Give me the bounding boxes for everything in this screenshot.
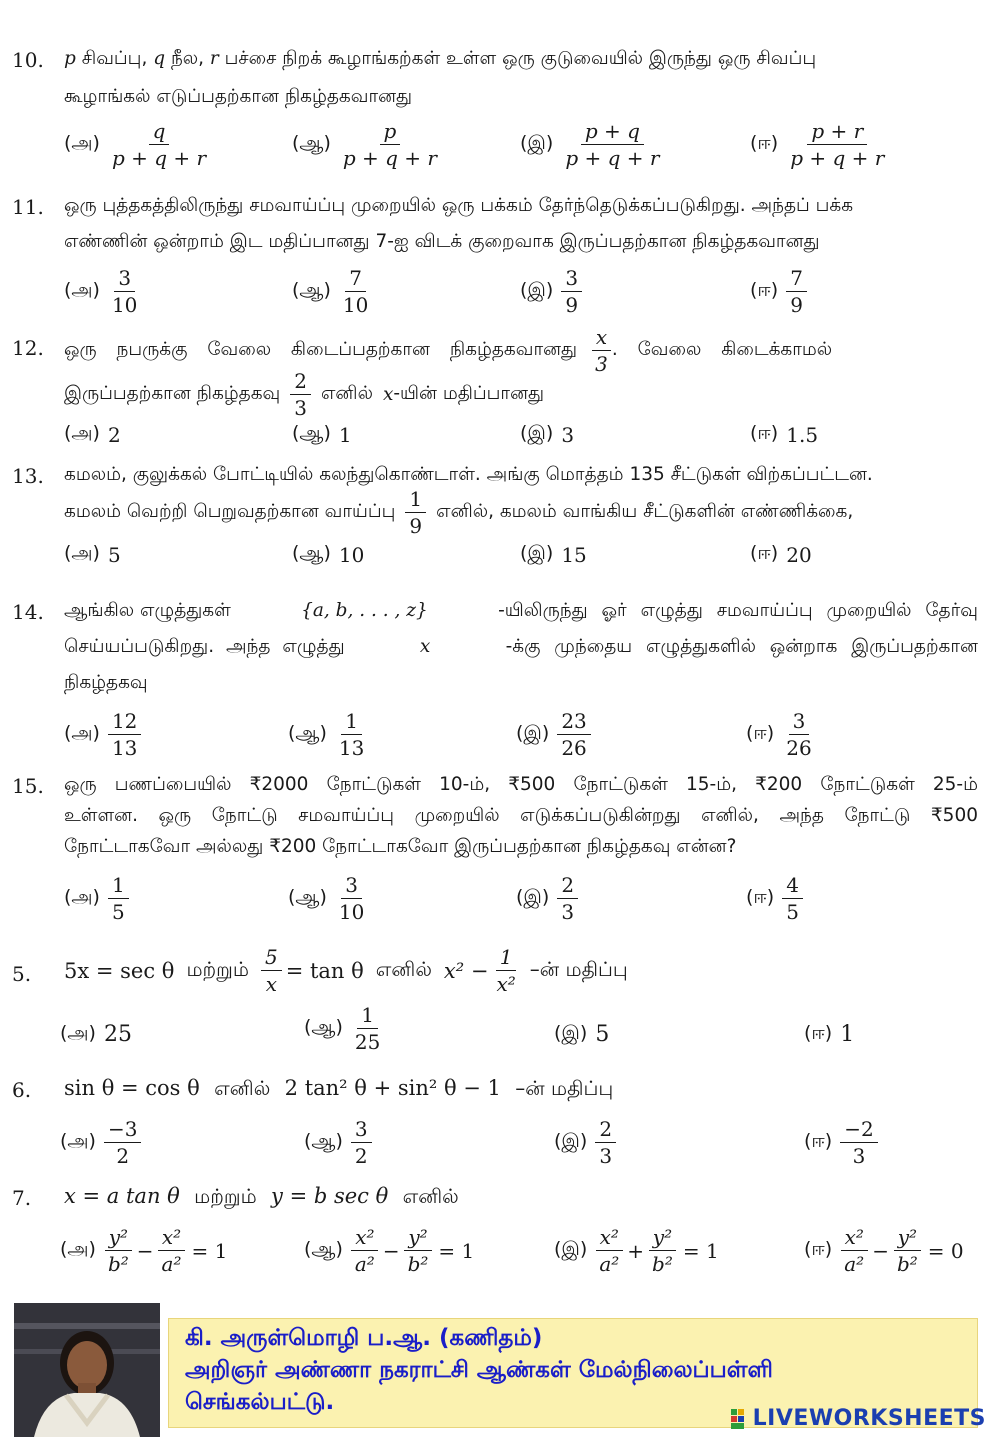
option-a[interactable]: (அ) $\frac{-3}{2}$	[60, 1118, 141, 1167]
liveworksheets-brand[interactable]	[730, 1406, 986, 1431]
option-a[interactable]: (அ) 25	[60, 1022, 132, 1047]
option-d[interactable]: (ஈ) 1	[804, 1022, 855, 1047]
question-text-line-1: sin θ = cos θ எனில் 2 tan² θ + sin² θ − 1 –ன் மதிப்பு	[64, 1076, 614, 1100]
option-d[interactable]: (ஈ) 1.5	[750, 422, 819, 447]
option-fraction: $\frac{\text{x²}}{\text{a²}}$	[840, 1226, 868, 1275]
question-text-line-2: எண்ணின் ஒன்றாம் இட மதிப்பானது 7-ஐ விடக் குறைவாக இருப்பதற்கான நிகழ்தகவானது	[64, 231, 820, 252]
option-fraction: $\frac{2}{3}$	[557, 874, 578, 923]
option-fraction: $\frac{3}{26}$	[786, 709, 812, 760]
question-number: 12.	[12, 336, 44, 360]
question-text-line-1: ஒரு பணப்பையில் ₹2000 நோட்டுகள் 10-ம், ₹500 நோட்டுகள் 15-ம், ₹200 நோட்டுகள் 25-ம்	[64, 774, 978, 795]
option-d[interactable]: (ஈ) $\frac{\text{x²}}{\text{a²}}$ − $\frac{\text{y²}}{\text{b²}}$ = 0	[804, 1225, 964, 1276]
option-a[interactable]: (அ) 2	[64, 422, 121, 447]
option-c[interactable]: (இ) 5	[554, 1022, 610, 1047]
question-text-line-1: x = a tan θ மற்றும் y = b sec θ எனில்	[64, 1184, 459, 1208]
option-d[interactable]: (ஈ) $\frac{7}{9}$	[750, 267, 807, 316]
option-b[interactable]: (ஆ) $\frac{\text{x²}}{\text{a²}}$ − $\frac{\text{y²}}{\text{b²}}$ = 1	[304, 1225, 475, 1276]
option-fraction: $\frac{7}{9}$	[786, 267, 807, 316]
question-number: 6.	[12, 1078, 32, 1102]
question-text-line-1: p சிவப்பு, q நீல, r பச்சை நிறக் கூழாங்கற்கள் உள்ள ஒரு குடுவையில் இருந்து ஒரு சிவப்பு	[64, 48, 817, 69]
fraction-1-over-9: $\frac{1}{9}$	[405, 488, 426, 537]
option-b[interactable]: (ஆ) $\frac{1}{25}$	[304, 1004, 384, 1053]
teacher-name: கி. அருள்மொழி ப.ஆ. (கணிதம்)	[185, 1325, 543, 1351]
option-fraction: $\frac{3}{10}$	[111, 266, 138, 317]
question-number: 7.	[12, 1186, 32, 1210]
question-text-line-2: செய்யப்படுகிறது. அந்த எழுத்து x -க்கு முந்தைய எழுத்துகளில் ஒன்றாக இருப்பதற்கான	[64, 636, 978, 657]
option-d[interactable]: (ஈ) $\frac{-2}{3}$	[804, 1118, 878, 1167]
question-text-line-1: ஒரு புத்தகத்திலிருந்து சமவாய்ப்பு முறையில் ஒரு பக்கம் தேர்ந்தெடுக்கப்படுகிறது. அந்தப் பக்க	[64, 195, 854, 216]
question-text-line-1: ஆங்கில எழுத்துகள் {a, b, . . . , z} -யிலிருந்து ஓர் எழுத்து சமவாய்ப்பு முறையில் தேர்வு	[64, 600, 978, 621]
school-name: அறிஞர் அண்ணா நகராட்சி ஆண்கள் மேல்நிலைப்பள்ளி	[185, 1357, 773, 1383]
option-fraction: $\frac{p + q}{p + q + r}$	[565, 119, 660, 170]
option-b[interactable]: (ஆ) $\frac{3}{10}$	[288, 874, 368, 923]
teacher-portrait-icon	[14, 1303, 160, 1437]
option-fraction: $\frac{\text{x²}}{\text{a²}}$	[158, 1226, 186, 1275]
question-number: 11.	[12, 195, 44, 219]
question-text-line-3: நிகழ்தகவு	[64, 672, 148, 693]
option-d[interactable]: (ஈ) $\frac{p + r}{p + q + r}$	[750, 120, 888, 169]
fraction-5-over-x: $\frac{5}{x}$	[261, 946, 282, 995]
option-fraction: $\frac{\text{x²}}{\text{a²}}$	[595, 1226, 623, 1275]
liveworksheets-logo-icon	[730, 1407, 750, 1431]
question-number: 15.	[12, 774, 44, 798]
option-fraction: $\frac{-2}{3}$	[840, 1118, 877, 1167]
option-b[interactable]: (ஆ) 1	[292, 422, 352, 447]
question-text-line-1: ஒரு நபருக்கு வேலை கிடைப்பதற்கான நிகழ்தகவானது $\frac{x}{3}$ . வேலை கிடைக்காமல்	[64, 325, 833, 376]
option-fraction: $\frac{3}{10}$	[338, 873, 365, 924]
option-fraction: $\frac{2}{3}$	[595, 1118, 616, 1167]
option-c[interactable]: (இ) $\frac{p + q}{p + q + r}$	[520, 120, 663, 169]
option-fraction: $\frac{\text{y²}}{\text{b²}}$	[104, 1226, 133, 1275]
question-text-line-2: உள்ளன. ஒரு நோட்டு சமவாய்ப்பு முறையில் எடுக்கப்படுகின்றது எனில், அந்த நோட்டு ₹500	[64, 805, 978, 826]
option-fraction: $\frac{p}{p + q + r}$	[342, 119, 437, 170]
option-fraction: $\frac{p + r}{p + q + r}$	[790, 119, 885, 170]
option-c[interactable]: (இ) 3	[520, 422, 575, 447]
question-text-line-3: நோட்டாகவோ அல்லது ₹200 நோட்டாகவோ இருப்பதற்கான நிகழ்தகவு என்ன?	[64, 836, 737, 857]
question-number: 5.	[12, 962, 32, 986]
option-fraction: $\frac{q}{p + q + r}$	[111, 119, 207, 170]
option-fraction: $\frac{4}{5}$	[782, 874, 803, 923]
question-text-line-2: இருப்பதற்கான நிகழ்தகவு $\frac{2}{3}$ எனில் x -யின் மதிப்பானது	[64, 369, 545, 420]
option-c[interactable]: (இ) 15	[520, 542, 587, 567]
option-fraction: $\frac{\text{x²}}{\text{a²}}$	[351, 1226, 379, 1275]
option-a[interactable]: (அ) 5	[64, 542, 121, 567]
fraction-x-over-3: $\frac{x}{3}$	[591, 326, 612, 375]
option-b[interactable]: (ஆ) $\frac{p}{p + q + r}$	[292, 120, 441, 169]
question-text-line-1: கமலம், குலுக்கல் போட்டியில் கலந்துகொண்டாள். அங்கு மொத்தம் 135 சீட்டுகள் விற்கப்பட்டன.	[64, 464, 873, 485]
question-text-line-2: கூழாங்கல் எடுப்பதற்கான நிகழ்தகவானது	[64, 86, 413, 107]
option-fraction: $\frac{1}{13}$	[338, 709, 365, 760]
option-fraction: $\frac{\text{y²}}{\text{b²}}$	[893, 1226, 922, 1275]
question-text-line-2: கமலம் வெற்றி பெறுவதற்கான வாய்ப்பு $\frac{1}{9}$ எனில், கமலம் வாங்கிய சீட்டுகளின் எண்ணிக்கை,	[64, 487, 854, 538]
option-d[interactable]: (ஈ) $\frac{3}{26}$	[746, 710, 816, 759]
option-fraction: $\frac{7}{10}$	[342, 266, 369, 317]
question-number: 10.	[12, 48, 44, 72]
option-fraction: $\frac{-3}{2}$	[104, 1118, 141, 1167]
option-a[interactable]: (அ) $\frac{12}{13}$	[64, 710, 141, 759]
option-a[interactable]: (அ) $\frac{3}{10}$	[64, 267, 141, 316]
option-d[interactable]: (ஈ) $\frac{4}{5}$	[746, 874, 803, 923]
question-number: 14.	[12, 600, 44, 624]
option-b[interactable]: (ஆ) 10	[292, 542, 365, 567]
option-b[interactable]: (ஆ) $\frac{3}{2}$	[304, 1118, 372, 1167]
option-a[interactable]: (அ) $\frac{1}{5}$	[64, 874, 129, 923]
option-fraction: $\frac{3}{2}$	[351, 1118, 372, 1167]
option-a[interactable]: (அ) $\frac{q}{p + q + r}$	[64, 120, 210, 169]
option-fraction: $\frac{3}{9}$	[561, 267, 582, 316]
option-a[interactable]: (அ) $\frac{\text{y²}}{\text{b²}}$ − $\frac{\text{x²}}{\text{a²}}$ = 1	[60, 1225, 228, 1276]
option-b[interactable]: (ஆ) $\frac{1}{13}$	[288, 710, 368, 759]
option-fraction: $\frac{23}{26}$	[557, 710, 590, 759]
liveworksheets-wordmark: LIVEWORKSHEETS	[752, 1406, 986, 1431]
option-c[interactable]: (இ) $\frac{3}{9}$	[520, 267, 582, 316]
fraction-2-over-3: $\frac{2}{3}$	[290, 370, 311, 419]
option-fraction: $\frac{\text{y²}}{\text{b²}}$	[404, 1226, 433, 1275]
school-location: செங்கல்பட்டு.	[185, 1389, 335, 1415]
option-c[interactable]: (இ) $\frac{2}{3}$	[554, 1118, 616, 1167]
option-c[interactable]: (இ) $\frac{2}{3}$	[516, 874, 578, 923]
option-fraction: $\frac{12}{13}$	[108, 710, 141, 759]
option-d[interactable]: (ஈ) 20	[750, 542, 812, 567]
option-c[interactable]: (இ) $\frac{\text{x²}}{\text{a²}}$ + $\frac{\text{y²}}{\text{b²}}$ = 1	[554, 1225, 719, 1276]
question-number: 13.	[12, 464, 44, 488]
option-b[interactable]: (ஆ) $\frac{7}{10}$	[292, 267, 372, 316]
option-c[interactable]: (இ) $\frac{23}{26}$	[516, 710, 591, 759]
fraction-1-over-x-squared: $\frac{1}{\text{x²}}$	[496, 945, 516, 996]
teacher-photo	[14, 1303, 160, 1437]
option-fraction: $\frac{1}{5}$	[108, 874, 129, 923]
option-fraction: $\frac{\text{y²}}{\text{b²}}$	[648, 1226, 677, 1275]
option-fraction: $\frac{1}{25}$	[354, 1003, 381, 1054]
question-text-line-1: 5x = sec θ மற்றும் $\frac{5}{x}$ = tan θ எனில் x² − $\frac{1}{\text{x²}}$ –ன் மதிப்பு	[64, 945, 628, 996]
